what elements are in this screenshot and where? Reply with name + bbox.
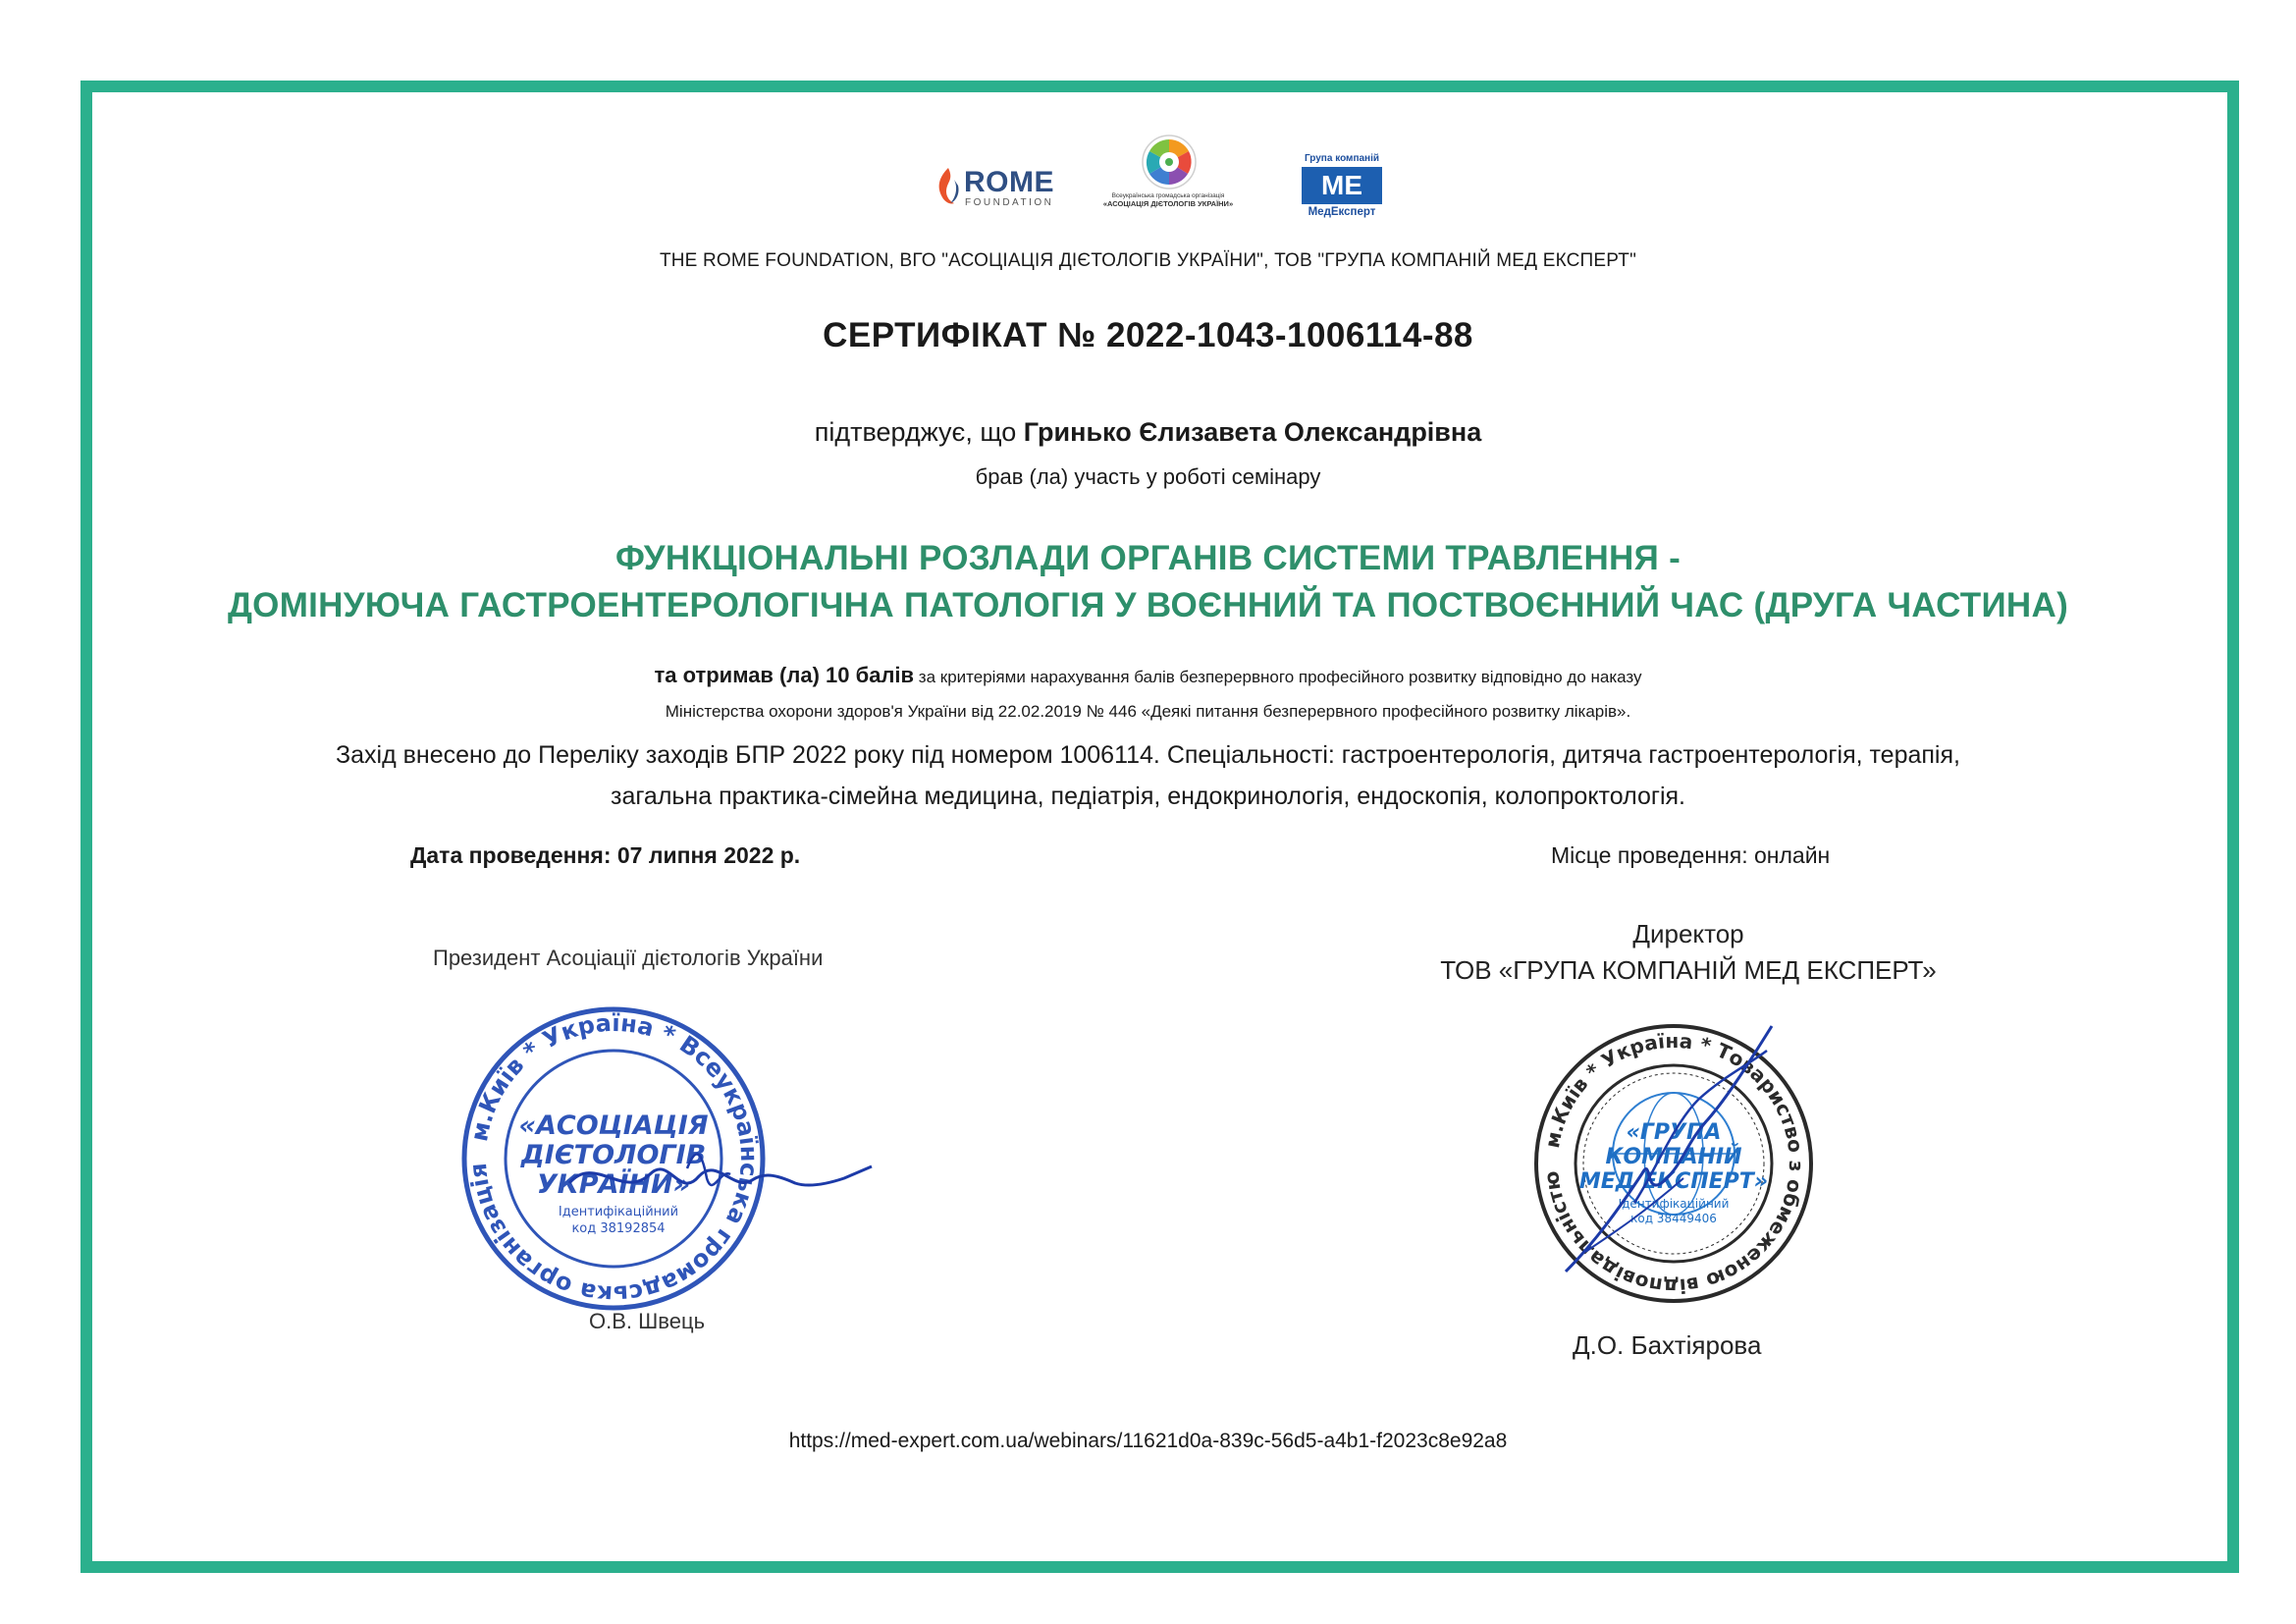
svg-text:«ГРУПА: «ГРУПА xyxy=(1626,1120,1722,1145)
medexpert-logo xyxy=(1298,153,1386,222)
association-stamp-seal xyxy=(422,982,883,1316)
rome-logo-word: ROME xyxy=(964,166,1054,198)
rome-logo-sub: FOUNDATION xyxy=(965,197,1054,208)
verification-url[interactable]: https://med-expert.com.ua/webinars/11621d0a-839c-56d5-a4b1-f2023c8e92a8 xyxy=(788,1430,1508,1452)
confirms-prefix: підтверджує, що xyxy=(814,417,1024,447)
association-logo-line2: «АСОЦІАЦІЯ ДІЄТОЛОГІВ УКРАЇНИ» xyxy=(1102,199,1234,208)
svg-text:м.Київ * Україна * Товариство: м.Київ * Україна * Товариство з обмеженою відповідальністю xyxy=(1538,1028,1809,1299)
rome-flame-icon xyxy=(934,166,960,207)
certificate-title: СЕРТИФІКАТ № 2022-1043-1006114-88 xyxy=(823,316,1473,354)
director-name: Д.О. Бахтіярова xyxy=(1573,1330,1762,1360)
seminar-title xyxy=(0,535,2296,629)
svg-text:код 38449406: код 38449406 xyxy=(1630,1212,1717,1225)
association-logo-line1: Всеукраїнська громадська організація xyxy=(1111,192,1225,199)
seminar-title-line1: ФУНКЦІОНАЛЬНІ РОЗЛАДИ ОРГАНІВ СИСТЕМИ ТРАВЛЕННЯ - xyxy=(614,539,1682,577)
medexpert-logo-mark: МЕ xyxy=(1302,167,1382,204)
ministry-order-line: Міністерства охорони здоров'я України від 22.02.2019 № 446 «Деякі питання безперервного професійного розвитку лікарів». xyxy=(665,702,1631,721)
points-bold: та отримав (ла) 10 балів xyxy=(654,663,915,687)
president-name: О.В. Швець xyxy=(589,1309,706,1333)
director-title xyxy=(1306,916,2071,989)
dietitians-association-logo xyxy=(1095,134,1242,222)
svg-text:КОМПАНІЙ: КОМПАНІЙ xyxy=(1605,1145,1742,1169)
svg-text:Ідентифікаційний: Ідентифікаційний xyxy=(558,1205,679,1219)
certificate-border xyxy=(80,81,2239,1573)
listing-paragraph xyxy=(0,734,2296,817)
points-line xyxy=(0,663,2296,688)
svg-text:УКРАЇНИ»: УКРАЇНИ» xyxy=(536,1169,691,1200)
association-emblem-icon xyxy=(1141,134,1198,190)
points-rest: за критеріями нарахування балів безперервного професійного розвитку відповідно до наказу xyxy=(914,668,1642,686)
medexpert-logo-bottom: МедЕксперт xyxy=(1308,206,1376,218)
seminar-title-line2: ДОМІНУЮЧА ГАСТРОЕНТЕРОЛОГІЧНА ПАТОЛОГІЯ У ВОЄННИЙ ТА ПОСТВОЄННИЙ ЧАС (ДРУГА ЧАСТИНА) xyxy=(227,586,2069,624)
svg-text:ДІЄТОЛОГІВ: ДІЄТОЛОГІВ xyxy=(520,1140,707,1170)
event-date: Дата проведення: 07 липня 2022 р. xyxy=(410,842,801,868)
rome-foundation-logo xyxy=(934,160,1074,217)
director-title-line2: ТОВ «ГРУПА КОМПАНІЙ МЕД ЕКСПЕРТ» xyxy=(1440,955,1937,985)
event-place: Місце проведення: онлайн xyxy=(1551,842,1831,868)
medexpert-stamp-seal xyxy=(1526,1006,1821,1321)
medexpert-logo-top: Група компаній xyxy=(1304,153,1380,164)
president-title: Президент Асоціації дієтологів України xyxy=(433,946,824,970)
svg-text:м.Київ * Україна * Всеукраїнсь: м.Київ * Україна * Всеукраїнська громадська організація xyxy=(463,1008,764,1309)
svg-text:«АСОЦІАЦІЯ: «АСОЦІАЦІЯ xyxy=(518,1110,709,1141)
participant-name: Гринько Єлизавета Олександрівна xyxy=(1023,417,1482,447)
svg-text:код 38192854: код 38192854 xyxy=(571,1221,666,1236)
svg-text:МЕД ЕКСПЕРТ»: МЕД ЕКСПЕРТ» xyxy=(1578,1169,1769,1194)
listing-line2: загальна практика-сімейна медицина, педіатрія, ендокринологія, ендоскопія, колопроктологія. xyxy=(610,783,1686,810)
director-title-line1: Директор xyxy=(1632,919,1744,948)
participation-line: брав (ла) участь у роботі семінару xyxy=(975,464,1321,489)
confirmation-line xyxy=(0,417,2296,448)
organizers-line: THE ROME FOUNDATION, ВГО "АСОЦІАЦІЯ ДІЄТОЛОГІВ УКРАЇНИ", ТОВ "ГРУПА КОМПАНІЙ МЕД ЕКСПЕРТ" xyxy=(659,250,1637,271)
svg-text:Ідентифікаційний: Ідентифікаційний xyxy=(1618,1197,1730,1211)
listing-line1: Захід внесено до Переліку заходів БПР 2022 року під номером 1006114. Спеціальності: гастроентерологія, дитяча гастроентерологія, терапія, xyxy=(336,741,1960,769)
